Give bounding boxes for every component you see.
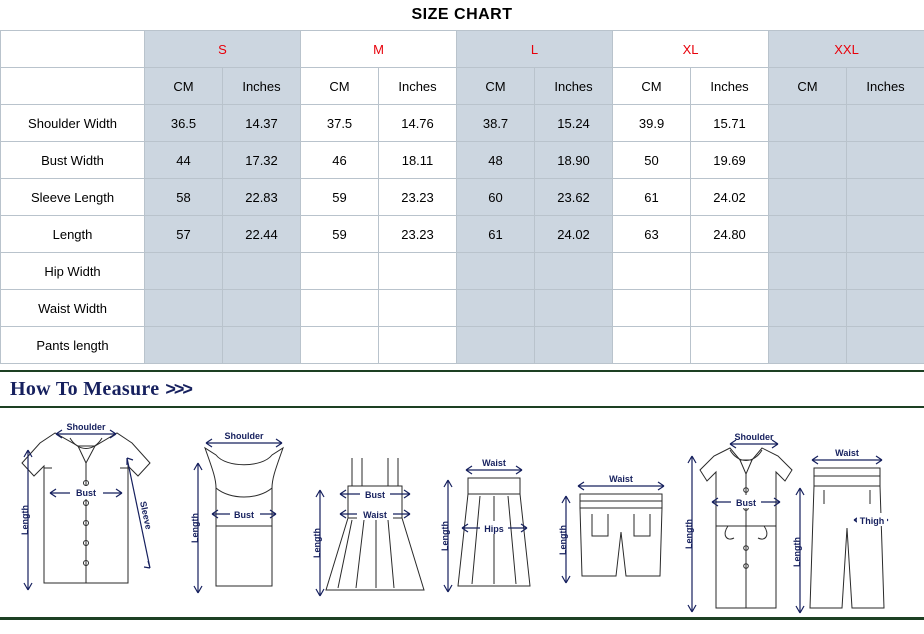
label-waist: Waist [482, 458, 506, 468]
cell-l-inches [535, 327, 613, 364]
cell-xxl-cm [769, 327, 847, 364]
cell-xxl-cm [769, 142, 847, 179]
cell-xxl-inches [847, 142, 924, 179]
cell-m-inches [379, 253, 457, 290]
label-bust: Bust [234, 510, 254, 520]
cell-l-cm [457, 327, 535, 364]
cell-s-cm: 57 [145, 216, 223, 253]
cell-s-cm [145, 290, 223, 327]
figure-pinafore-dress [312, 458, 424, 596]
label-waist: Waist [363, 510, 387, 520]
cell-m-inches [379, 327, 457, 364]
figure-blouse [20, 422, 154, 590]
cell-m-cm [301, 327, 379, 364]
cell-xl-cm [613, 253, 691, 290]
table-row [1, 253, 924, 290]
unit-header-l-inches: Inches [535, 68, 613, 105]
label-shoulder: Shoulder [66, 422, 106, 432]
cell-xxl-cm [769, 216, 847, 253]
label-length: Length [792, 537, 802, 567]
cell-s-inches [223, 290, 301, 327]
unit-header-xxl-cm: CM [769, 68, 847, 105]
row-label-length: Length [1, 216, 145, 253]
figure-trousers [792, 448, 888, 613]
cell-m-cm [301, 253, 379, 290]
label-length: Length [684, 519, 694, 549]
cell-xxl-cm [769, 290, 847, 327]
table-row [1, 216, 924, 253]
cell-s-inches: 17.32 [223, 142, 301, 179]
cell-s-inches: 22.83 [223, 179, 301, 216]
cell-xl-inches [691, 253, 769, 290]
cell-l-cm: 60 [457, 179, 535, 216]
unit-header-xl-cm: CM [613, 68, 691, 105]
cell-m-inches [379, 290, 457, 327]
row-label-bust-width: Bust Width [1, 142, 145, 179]
cell-s-cm: 36.5 [145, 105, 223, 142]
size-header-xxl: XXL [769, 31, 924, 68]
label-shoulder: Shoulder [224, 431, 264, 441]
size-header-xl: XL [613, 31, 769, 68]
measurement-figures [0, 408, 924, 620]
cell-xxl-cm [769, 105, 847, 142]
label-length: Length [312, 528, 322, 558]
table-row [1, 327, 924, 364]
cell-xl-inches: 19.69 [691, 142, 769, 179]
table-row [1, 142, 924, 179]
table-header-sizes [1, 31, 924, 68]
cell-l-inches [535, 253, 613, 290]
cell-l-cm [457, 290, 535, 327]
cell-s-inches [223, 253, 301, 290]
row-label-waist-width: Waist Width [1, 290, 145, 327]
cell-l-inches: 24.02 [535, 216, 613, 253]
cell-xxl-inches [847, 179, 924, 216]
chevron-right-icon: >>> [165, 378, 191, 399]
label-bust: Bust [736, 498, 756, 508]
unit-header-m-cm: CM [301, 68, 379, 105]
corner-cell [1, 31, 145, 68]
cell-l-inches [535, 290, 613, 327]
cell-xl-cm: 39.9 [613, 105, 691, 142]
label-bust: Bust [365, 490, 385, 500]
cell-s-cm [145, 327, 223, 364]
unit-header-xxl-inches: Inches [847, 68, 924, 105]
cell-l-cm: 61 [457, 216, 535, 253]
cell-xl-cm: 61 [613, 179, 691, 216]
unit-header-s-inches: Inches [223, 68, 301, 105]
cell-s-cm [145, 253, 223, 290]
cell-xl-inches: 24.80 [691, 216, 769, 253]
label-bust: Bust [76, 488, 96, 498]
cell-l-cm: 38.7 [457, 105, 535, 142]
how-to-measure-heading: How To Measure [10, 377, 160, 400]
cell-s-inches [223, 327, 301, 364]
row-label-pants-length: Pants length [1, 327, 145, 364]
cell-m-inches: 23.23 [379, 179, 457, 216]
unit-header-xl-inches: Inches [691, 68, 769, 105]
figure-skirt [440, 458, 530, 592]
how-to-measure-bar [0, 370, 924, 408]
cell-m-cm: 59 [301, 179, 379, 216]
row-label-hip-width: Hip Width [1, 253, 145, 290]
cell-xxl-inches [847, 216, 924, 253]
cell-m-cm: 46 [301, 142, 379, 179]
cell-l-inches: 23.62 [535, 179, 613, 216]
unit-header-l-cm: CM [457, 68, 535, 105]
cell-xl-cm: 63 [613, 216, 691, 253]
cell-xl-cm [613, 290, 691, 327]
table-header-units [1, 68, 924, 105]
table-row [1, 179, 924, 216]
unit-header-m-inches: Inches [379, 68, 457, 105]
size-header-m: M [301, 31, 457, 68]
label-shoulder: Shoulder [734, 432, 774, 442]
label-sleeve: Sleeve [138, 500, 154, 531]
cell-s-cm: 58 [145, 179, 223, 216]
label-thigh: Thigh [859, 516, 885, 526]
unit-corner-cell [1, 68, 145, 105]
cell-m-inches: 23.23 [379, 216, 457, 253]
cell-xxl-cm [769, 179, 847, 216]
cell-m-inches: 18.11 [379, 142, 457, 179]
cell-xxl-inches [847, 327, 924, 364]
cell-m-cm: 37.5 [301, 105, 379, 142]
label-waist: Waist [609, 474, 633, 484]
cell-l-cm [457, 253, 535, 290]
figure-camisole [190, 431, 283, 593]
cell-m-cm: 59 [301, 216, 379, 253]
size-header-l: L [457, 31, 613, 68]
label-hips: Hips [484, 524, 504, 534]
cell-s-inches: 22.44 [223, 216, 301, 253]
cell-xxl-inches [847, 253, 924, 290]
row-label-sleeve-length: Sleeve Length [1, 179, 145, 216]
size-header-s: S [145, 31, 301, 68]
page-title: SIZE CHART [411, 6, 513, 23]
cell-xl-inches [691, 327, 769, 364]
cell-xl-cm: 50 [613, 142, 691, 179]
figure-long-coat [684, 432, 792, 612]
table-body [1, 105, 924, 364]
label-waist: Waist [835, 448, 859, 458]
cell-s-inches: 14.37 [223, 105, 301, 142]
cell-xl-inches: 15.71 [691, 105, 769, 142]
cell-l-inches: 15.24 [535, 105, 613, 142]
label-length: Length [440, 521, 450, 551]
table-row [1, 105, 924, 142]
cell-l-inches: 18.90 [535, 142, 613, 179]
size-chart-table [0, 30, 924, 364]
cell-xl-inches: 24.02 [691, 179, 769, 216]
cell-xl-inches [691, 290, 769, 327]
row-label-shoulder-width: Shoulder Width [1, 105, 145, 142]
cell-s-cm: 44 [145, 142, 223, 179]
figure-shorts [558, 474, 664, 583]
cell-m-cm [301, 290, 379, 327]
label-length: Length [20, 505, 30, 535]
cell-xxl-cm [769, 253, 847, 290]
table-row [1, 290, 924, 327]
cell-xxl-inches [847, 105, 924, 142]
cell-m-inches: 14.76 [379, 105, 457, 142]
label-length: Length [190, 513, 200, 543]
label-length: Length [558, 525, 568, 555]
cell-l-cm: 48 [457, 142, 535, 179]
cell-xxl-inches [847, 290, 924, 327]
unit-header-s-cm: CM [145, 68, 223, 105]
cell-xl-cm [613, 327, 691, 364]
